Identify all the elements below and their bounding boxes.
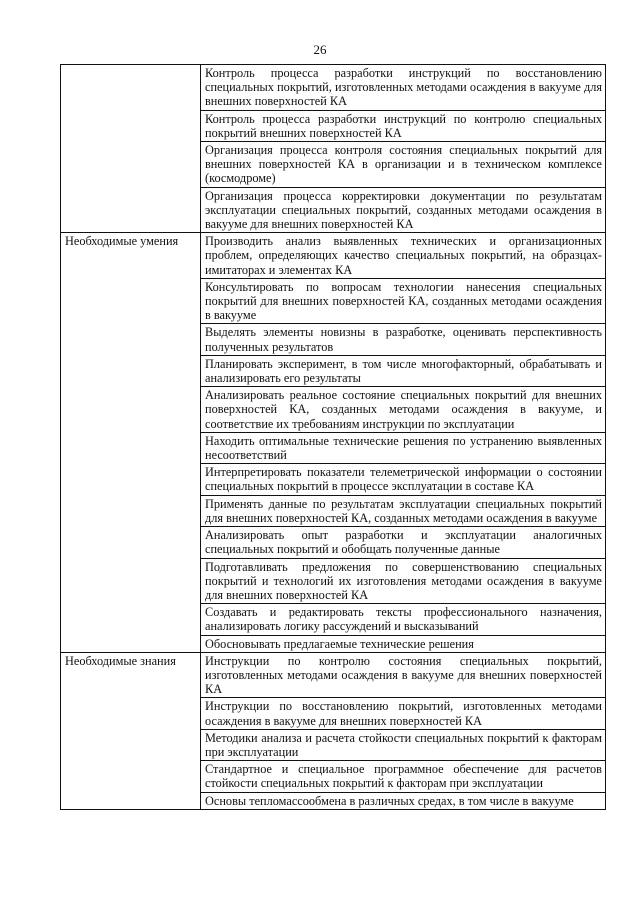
- requirement-item: Консультировать по вопросам технологии нанесения специальных покрытий для внешних поверхностей КА, созданных методами осаждения в вакууме: [201, 278, 606, 324]
- section-label: Необходимые знания: [61, 652, 201, 809]
- requirement-item: Интерпретировать показатели телеметрической информации о состоянии специальных покрытий в процессе эксплуатации в составе КА: [201, 464, 606, 495]
- requirement-item: Инструкции по контролю состояния специальных покрытий, изготовленных методами осаждения в вакууме для внешних поверхностей КА: [201, 652, 606, 698]
- requirement-item: Методики анализа и расчета стойкости специальных покрытий к факторам при эксплуатации: [201, 729, 606, 760]
- requirement-item: Организация процесса контроля состояния специальных покрытий для внешних поверхностей КА в организации и в техническом комплексе (космодроме): [201, 142, 606, 188]
- requirement-item: Планировать эксперимент, в том числе многофакторный, обрабатывать и анализировать его результаты: [201, 355, 606, 386]
- requirement-item: Выделять элементы новизны в разработке, оценивать перспективность полученных результатов: [201, 324, 606, 355]
- requirement-item: Стандартное и специальное программное обеспечение для расчетов стойкости специальных покрытий к факторам при эксплуатации: [201, 761, 606, 792]
- page-number: 26: [313, 42, 327, 57]
- requirement-item: Производить анализ выявленных технических и организационных проблем, определяющих качество специальных покрытий, на образцах-имитаторах и элементах КА: [201, 233, 606, 279]
- requirement-item: Применять данные по результатам эксплуатации специальных покрытий для внешних поверхностей КА, созданных методами осаждения в вакууме: [201, 495, 606, 526]
- requirement-item: Контроль процесса разработки инструкций по восстановлению специальных покрытий, изготовленных методами осаждения в вакууме для внешних поверхностей КА: [201, 65, 606, 111]
- table-row: [61, 233, 606, 279]
- section-label: Необходимые умения: [61, 233, 201, 652]
- table-row: [61, 652, 606, 698]
- requirement-item: Контроль процесса разработки инструкций по контролю специальных покрытий внешних поверхностей КА: [201, 110, 606, 141]
- requirement-item: Анализировать реальное состояние специальных покрытий для внешних поверхностей КА, созданных методами осаждения в вакууме, и соответствие их требованиям инструкции по эксплуатации: [201, 387, 606, 433]
- requirement-item: Инструкции по восстановлению покрытий, изготовленных методами осаждения в вакууме для внешних поверхностей КА: [201, 698, 606, 729]
- requirement-item: Обосновывать предлагаемые технические решения: [201, 635, 606, 652]
- requirement-item: Организация процесса корректировки документации по результатам эксплуатации специальных покрытий, созданных методами осаждения в вакууме для внешних поверхностей КА: [201, 187, 606, 233]
- competency-table: [60, 64, 606, 810]
- requirement-item: Подготавливать предложения по совершенствованию специальных покрытий и технологий их изготовления методами осаждения в вакууме для внешних поверхностей КА: [201, 558, 606, 604]
- section-label: [61, 65, 201, 233]
- requirement-item: Основы тепломассообмена в различных средах, в том числе в вакууме: [201, 792, 606, 809]
- table-row: [61, 65, 606, 111]
- requirement-item: Анализировать опыт разработки и эксплуатации аналогичных специальных покрытий и обобщать полученные данные: [201, 527, 606, 558]
- requirement-item: Находить оптимальные технические решения по устранению выявленных несоответствий: [201, 432, 606, 463]
- requirement-item: Создавать и редактировать тексты профессионального назначения, анализировать логику рассуждений и высказываний: [201, 604, 606, 635]
